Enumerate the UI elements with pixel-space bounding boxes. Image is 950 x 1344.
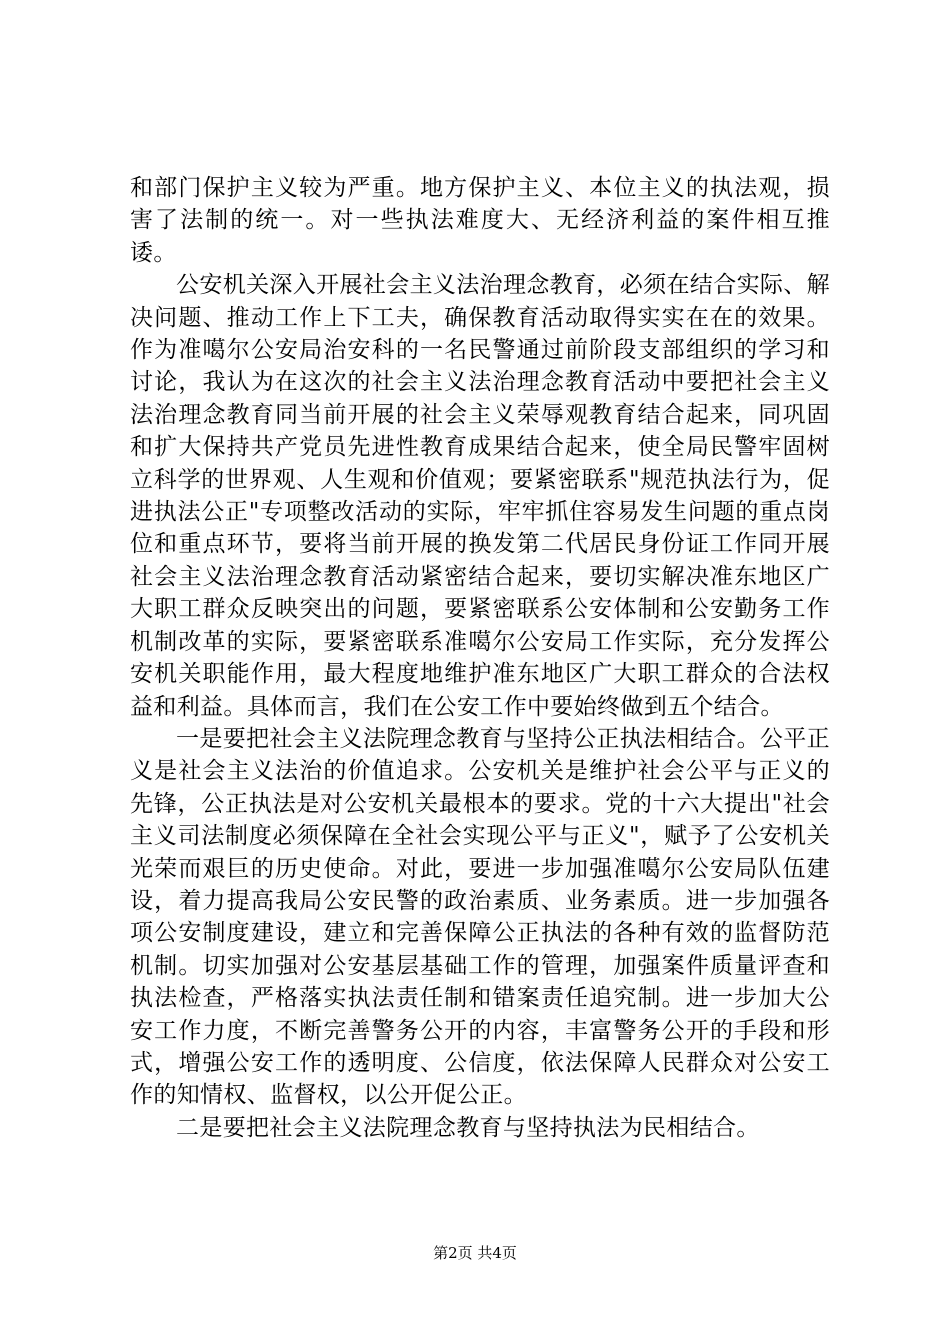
paragraph-fair-enforcement: 一是要把社会主义法院理念教育与坚持公正执法相结合。公平正义是社会主义法治的价值追求。公安机关是维护社会公平与正义的先锋，公正执法是对公安机关最根本的要求。党的十六大提出"社会主义司法制度必须保障在全社会实现公平与正义"，赋予了公安机关光荣而艰巨的历史使命。对此，要进一步加强准噶尔公安局队伍建设，着力提高我局公安民警的政治素质、业务素质。进一步加强各项公安制度建设，建立和完善保障公正执法的各种有效的监督防范机制。切实加强对公安基层基础工作的管理，加强案件质量评查和执法检查，严格落实执法责任制和错案责任追究制。进一步加大公安工作力度，不断完善警务公开的内容，丰富警务公开的手段和形式，增强公安工作的透明度、公信度，依法保障人民群众对公安工作的知情权、监督权，以公开促公正。 <box>130 725 830 1109</box>
page-number-footer: 第2页 共4页 <box>433 1244 517 1262</box>
paragraph-rule-of-law-education: 公安机关深入开展社会主义法治理念教育，必须在结合实际、解决问题、推动工作上下工夫，确保教育活动取得实实在在的效果。作为准噶尔公安局治安科的一名民警通过前阶段支部组织的学习和讨论，我认为在这次的社会主义法治理念教育活动中要把社会主义法治理念教育同当前开展的社会主义荣辱观教育结合起来，同巩固和扩大保持共产党员先进性教育成果结合起来，使全局民警牢固树立科学的世界观、人生观和价值观；要紧密联系"规范执法行为，促进执法公正"专项整改活动的实际，牢牢抓住容易发生问题的重点岗位和重点环节，要将当前开展的换发第二代居民身份证工作同开展社会主义法治理念教育活动紧密结合起来，要切实解决准东地区广大职工群众反映突出的问题，要紧密联系公安体制和公安勤务工作机制改革的实际，要紧密联系准噶尔公安局工作实际，充分发挥公安机关职能作用，最大程度地维护准东地区广大职工群众的合法权益和利益。具体而言，我们在公安工作中要始终做到五个结合。 <box>130 272 830 720</box>
document-body <box>130 172 830 1144</box>
paragraph-continuation: 和部门保护主义较为严重。地方保护主义、本位主义的执法观，损害了法制的统一。对一些执法难度大、无经济利益的案件相互推诿。 <box>130 175 830 266</box>
paragraph-enforcement-for-people: 二是要把社会主义法院理念教育与坚持执法为民相结合。 <box>176 1114 760 1141</box>
